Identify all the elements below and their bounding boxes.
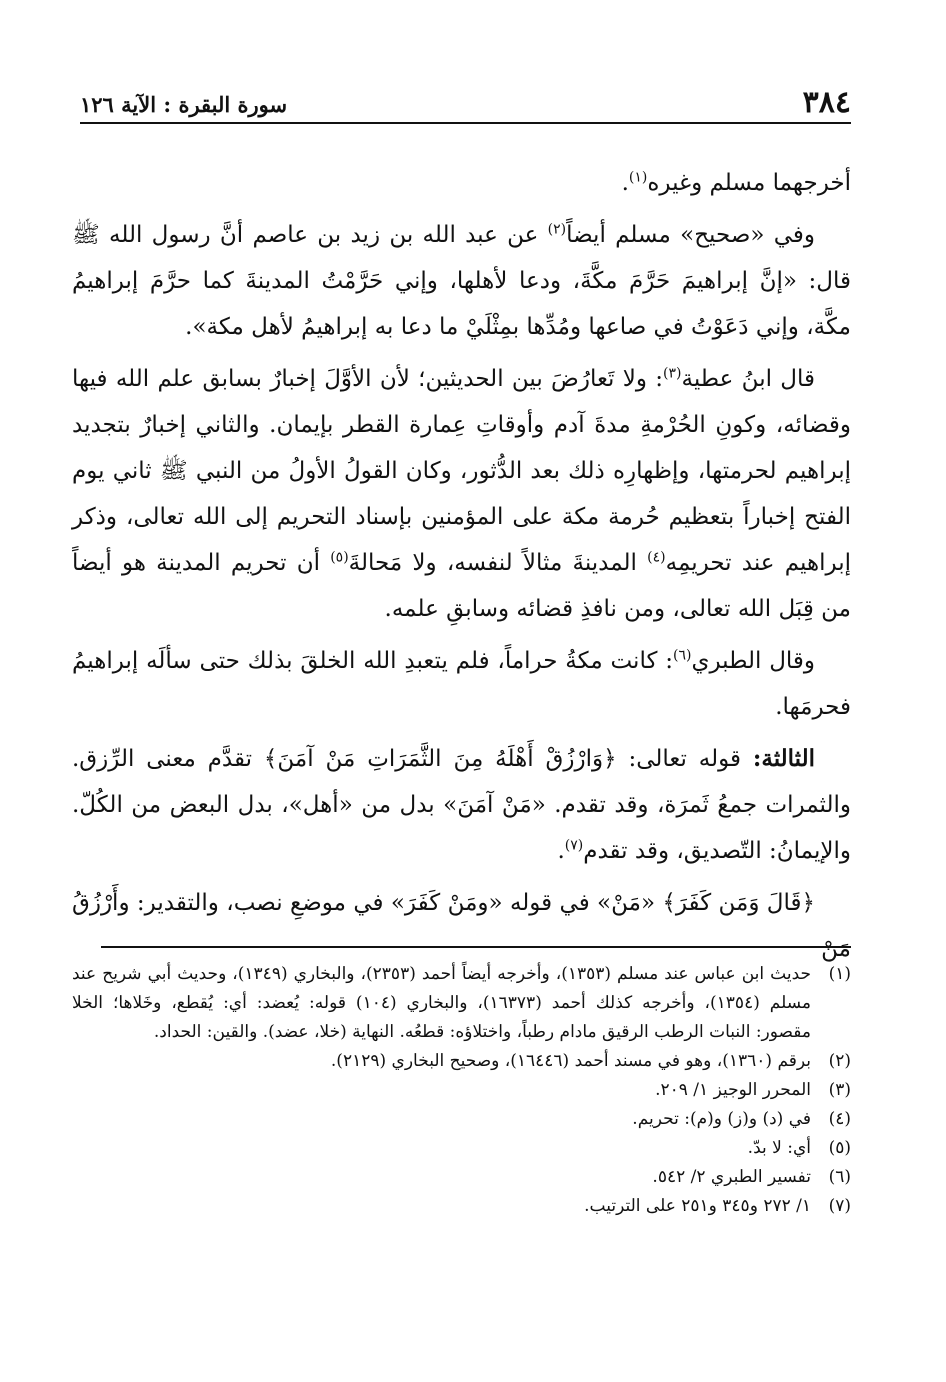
paragraph: الثالثة: قوله تعالى: ﴿وَارْزُقْ أَهْلَهُ مِنَ الثَّمَرَاتِ مَنْ آمَنَ﴾ تقدَّم معنى الرِّزق. والثمرات جمعُ ثَمرَة، وقد تقدم. «مَنْ آمَنَ» بدل من «أهل»، بدل البعض من الكُلّ. والإيمانُ: التّصديق، وقد تقدم$^{(٧)}$. xyxy=(72,745,851,864)
page-number: ٣٨٤ xyxy=(802,85,851,120)
footnote-text: أي: لا بدّ. xyxy=(747,1138,811,1158)
footnote-text: المحرر الوجيز ١/ ٢٠٩. xyxy=(655,1080,811,1100)
page-header xyxy=(80,84,851,124)
footnote-ref[interactable]: (٧) xyxy=(564,837,584,854)
footnote xyxy=(72,960,851,1047)
footnote-divider xyxy=(101,946,851,948)
paragraph: ﴿قَالَ وَمَن كَفَرَ﴾ «مَنْ» في قوله «ومَنْ كَفَرَ» في موضعِ نصب، والتقدير: وأَرْزُقُ مَنْ xyxy=(72,890,851,962)
footnote xyxy=(72,1047,851,1076)
footnote-text: في (د) و(ز) و(م): تحريم. xyxy=(632,1109,811,1129)
footnote-text: حديث ابن عباس عند مسلم (١٣٥٣)، وأخرجه أيضاً أحمد (٢٣٥٣)، والبخاري (١٣٤٩)، وحديث أبي شريح عند مسلم (١٣٥٤)، وأخرجه كذلك أحمد (١٦٣٧٣)، والبخاري (١٠٤) قوله: يُعضد: أي: يُقطع، وخَلاها؛ الخلا مقصور: النبات الرطب الرقيق مادام رطباً، واختلاؤه: قطعُه. النهاية (خلا، عضد). والقين: الحداد. xyxy=(72,964,811,1042)
footnote-number: (١) xyxy=(828,964,851,984)
paragraph: أخرجهما مسلم وغيره$^{(١)}$. xyxy=(621,169,851,196)
footnotes xyxy=(72,960,851,1221)
footnote-number: (٦) xyxy=(828,1167,851,1187)
footnote-text: ١/ ٢٧٢ و٣٤٥ و٢٥١ على الترتيب. xyxy=(584,1196,811,1216)
footnote xyxy=(72,1134,851,1163)
footnote-ref[interactable]: (٤) xyxy=(647,549,666,566)
footnote-ref[interactable]: (٣) xyxy=(663,365,682,382)
footnote-ref[interactable]: (١) xyxy=(628,169,648,186)
footnote-text: برقم (١٣٦٠)، وهو في مسند أحمد (١٦٤٤٦)، وصحيح البخاري (٢١٢٩). xyxy=(330,1051,811,1071)
footnote-number: (٣) xyxy=(828,1080,851,1100)
footnote-ref[interactable]: (٢) xyxy=(547,221,567,238)
footnote xyxy=(72,1105,851,1134)
section-lead: الثالثة: xyxy=(752,745,815,772)
footnote xyxy=(72,1192,851,1221)
paragraph: وقال الطبري$^{(٦)}$: كانت مكةُ حراماً، فلم يتعبدِ الله الخلقَ بذلك حتى سألَه إبراهيمُ فحرمَها. xyxy=(72,647,851,720)
footnote-ref[interactable]: (٥) xyxy=(330,549,349,566)
footnote-number: (٧) xyxy=(828,1196,851,1216)
main-text xyxy=(72,160,851,978)
footnote-text: تفسير الطبري ٢/ ٥٤٢. xyxy=(652,1167,811,1187)
footnote xyxy=(72,1076,851,1105)
paragraph: وفي «صحيح» مسلم أيضاً$^{(٢)}$ عن عبد الله بن زيد بن عاصم أنَّ رسول الله ﷺ قال: «إنَّ إبراهيمَ حَرَّمَ مكَّةَ، ودعا لأهلها، وإني حَرَّمْتُ المدينةَ كما حرَّمَ إبراهيمُ مكَّة، وإني دَعَوْتُ في صاعها ومُدِّها بمِثْلَيْ ما دعا به إبراهيمُ لأهل مكة». xyxy=(72,221,851,340)
footnote-number: (٢) xyxy=(828,1051,851,1071)
footnote-number: (٥) xyxy=(828,1138,851,1158)
footnote xyxy=(72,1163,851,1192)
paragraph: قال ابنُ عطية$^{(٣)}$: ولا تَعارُضَ بين الحديثين؛ لأن الأوَّلَ إخبارٌ بسابق علم الله فيها وقضائه، وكونِ الحُرْمةِ مدةَ آدم وأوقاتِ عِمارة القطر بإيمان. والثاني إخبارٌ بتجديد إبراهيم لحرمتها، وإظهارِه ذلك بعد الدُّثور، وكان القولُ الأولُ من النبي ﷺ ثاني يوم الفتح إخباراً بتعظيم حُرمة مكة على المؤمنين بإسناد التحريم إلى الله تعالى، وذكر إبراهيم عند تحريمِه$^{(٤)}$ المدينةَ مثالاً لنفسه، ولا مَحالةَ$^{(٥)}$ أن تحريم المدينة هو أيضاً من قِبَل الله تعالى، ومن نافذِ قضائه وسابقِ علمه. xyxy=(72,365,851,622)
footnote-number: (٤) xyxy=(828,1109,851,1129)
footnote-ref[interactable]: (٦) xyxy=(673,647,692,664)
running-title: سورة البقرة : الآية ١٢٦ xyxy=(80,92,288,117)
